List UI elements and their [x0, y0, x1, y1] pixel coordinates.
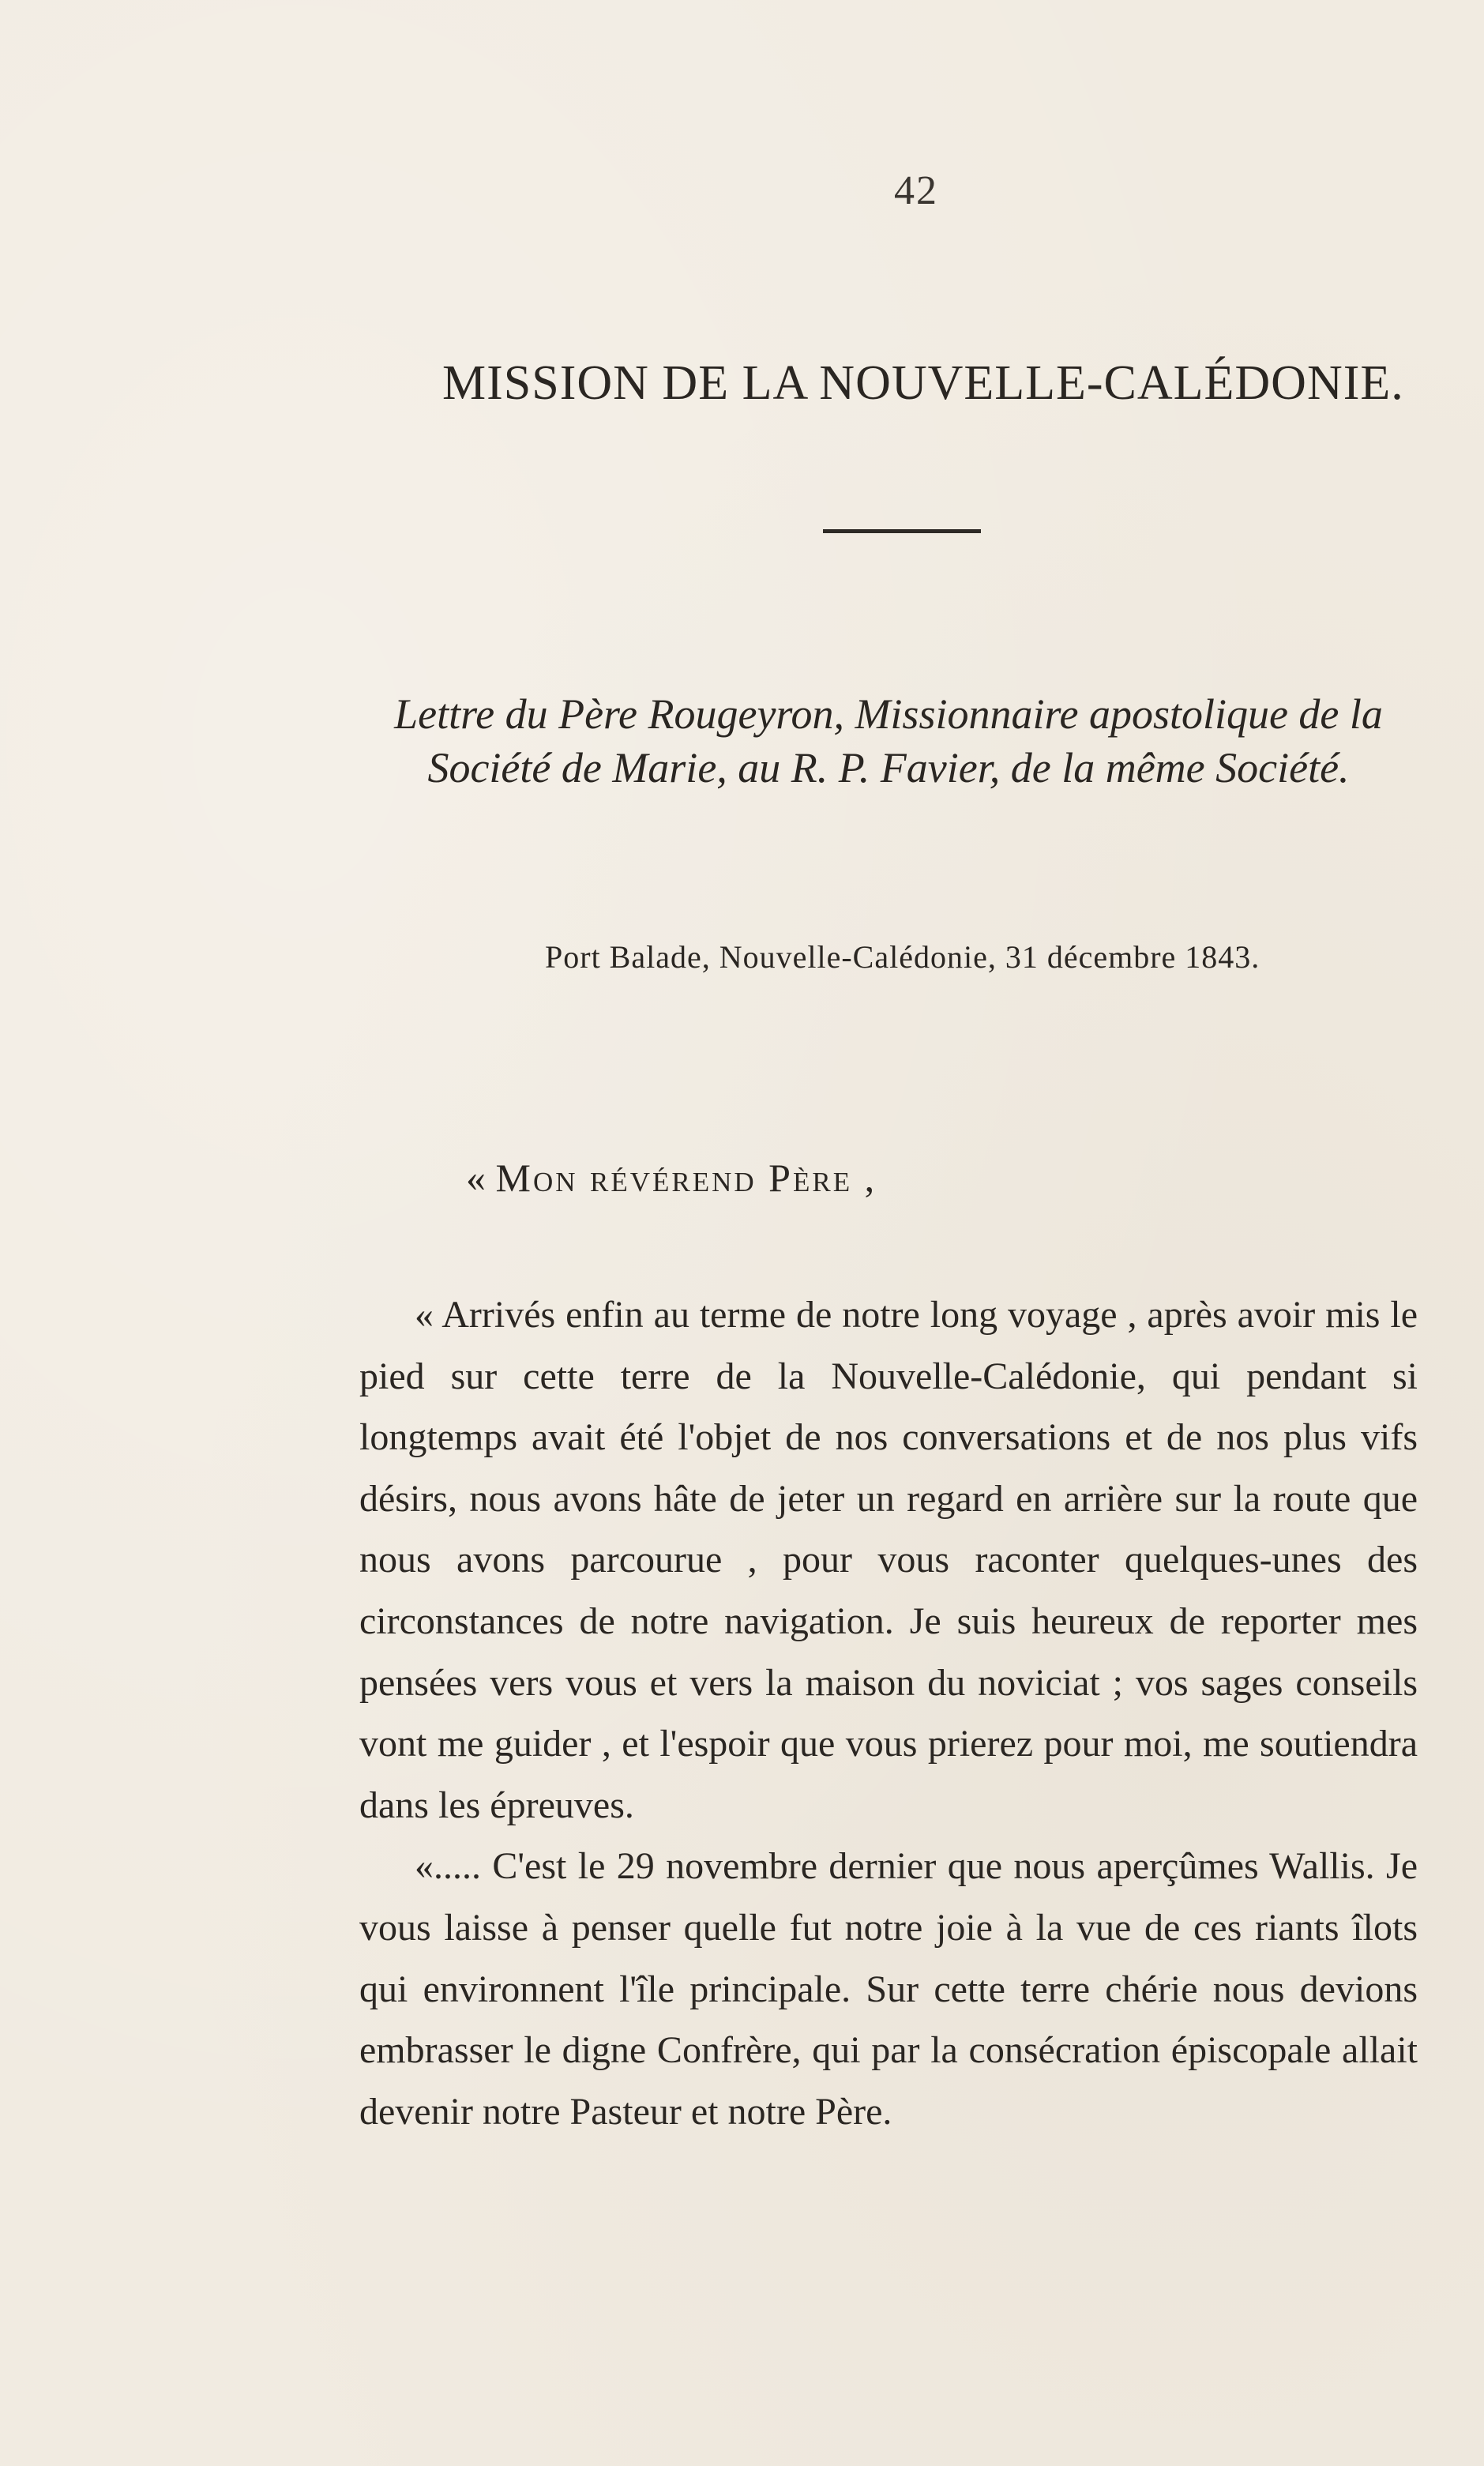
paragraph: «..... C'est le 29 novembre dernier que nous aperçûmes Wallis. Je vous laisse à penser quelle fut notre joie à la vue de ces riants îlots qui environnent l'île principale. Sur cette terre chérie nous devions embrasser le digne Confrère, qui par la consécration épiscopale allait devenir notre Pasteur et notre Père.: [359, 1845, 1418, 2133]
dateline: Port Balade, Nouvelle-Calédonie, 31 décembre 1843.: [545, 939, 1260, 975]
paragraph: « Arrivés enfin au terme de notre long voyage , après avoir mis le pied sur cette terre de la Nouvelle-Calédonie, qui pendant si longtemps avait été l'objet de nos conversations et de nos plus vifs désirs, nous avons hâte de jeter un regard en arrière sur la route que nous avons parcourue , pour vous raconter quelques-unes des circonstances de notre navigation. Je suis heureux de reporter mes pensées vers vous et vers la maison du noviciat ; vos sages conseils vont me guider , et l'espoir que vous prierez pour moi, me soutiendra dans les épreuves.: [359, 1294, 1418, 1826]
title-divider: [823, 529, 981, 533]
letter-body: [359, 1284, 1418, 2142]
salutation-text: Mon révérend Père ,: [495, 1156, 877, 1200]
letter-heading: Lettre du Père Rougeyron, Missionnaire apostolique de la Société de Marie, au R. P. Favier, de la même Société.: [394, 690, 1383, 791]
salutation: [466, 1155, 877, 1201]
page-number: 42: [894, 168, 938, 213]
section-title: MISSION DE LA NOUVELLE-CALÉDONIE.: [442, 356, 1404, 410]
salutation-open-quote: «: [466, 1156, 496, 1200]
